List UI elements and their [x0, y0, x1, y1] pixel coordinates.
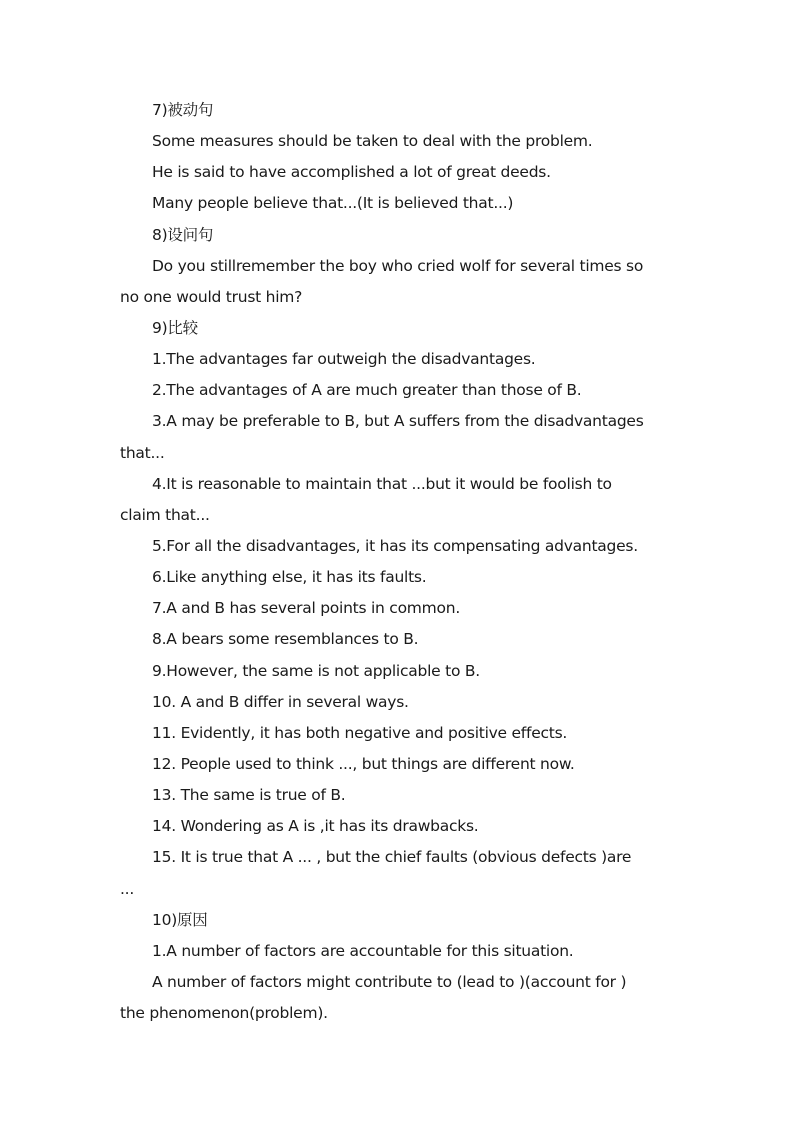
text-line: Do you stillremember the boy who cried wolf for several times so — [152, 256, 644, 275]
text-line-continuation: no one would trust him? — [120, 287, 303, 306]
heading-reasons: 10)原因 — [152, 910, 208, 929]
list-item: 6.Like anything else, it has its faults. — [152, 568, 427, 587]
heading-passive: 7)被动句 — [152, 101, 214, 119]
list-item: 4.It is reasonable to maintain that ...but it would be foolish to — [152, 474, 612, 493]
list-item-continuation: claim that... — [120, 505, 210, 524]
list-item-continuation: that... — [120, 443, 165, 462]
list-item: 9.However, the same is not applicable to B. — [152, 661, 480, 680]
list-item: 11. Evidently, it has both negative and positive effects. — [152, 723, 568, 742]
list-item: 12. People used to think ..., but things are different now. — [152, 754, 575, 773]
heading-rhetorical-question: 8)设问句 — [152, 225, 214, 244]
list-item: 1.The advantages far outweigh the disadvantages. — [152, 350, 536, 369]
list-item-continuation: ... — [120, 879, 135, 898]
heading-comparison: 9)比较 — [152, 318, 198, 337]
list-item: 3.A may be preferable to B, but A suffers from the disadvantages — [152, 412, 644, 431]
list-item: 8.A bears some resemblances to B. — [152, 630, 419, 649]
list-item: 13. The same is true of B. — [152, 786, 346, 805]
text-line: Many people believe that...(It is believed that...) — [152, 194, 514, 213]
document-body — [120, 95, 680, 1029]
list-item: 7.A and B has several points in common. — [152, 599, 460, 618]
text-line: He is said to have accomplished a lot of great deeds. — [152, 163, 551, 182]
list-item: 2.The advantages of A are much greater than those of B. — [152, 381, 582, 400]
list-item: 1.A number of factors are accountable for this situation. — [152, 941, 574, 960]
list-item: 15. It is true that A ... , but the chief faults (obvious defects )are — [152, 848, 632, 867]
text-line: A number of factors might contribute to (lead to )(account for ) — [152, 972, 627, 991]
list-item: 10. A and B differ in several ways. — [152, 692, 409, 711]
text-line-continuation: the phenomenon(problem). — [120, 1004, 328, 1023]
list-item: 14. Wondering as A is ,it has its drawbacks. — [152, 817, 479, 836]
list-item: 5.For all the disadvantages, it has its compensating advantages. — [152, 536, 638, 555]
text-line: Some measures should be taken to deal with the problem. — [152, 132, 593, 151]
